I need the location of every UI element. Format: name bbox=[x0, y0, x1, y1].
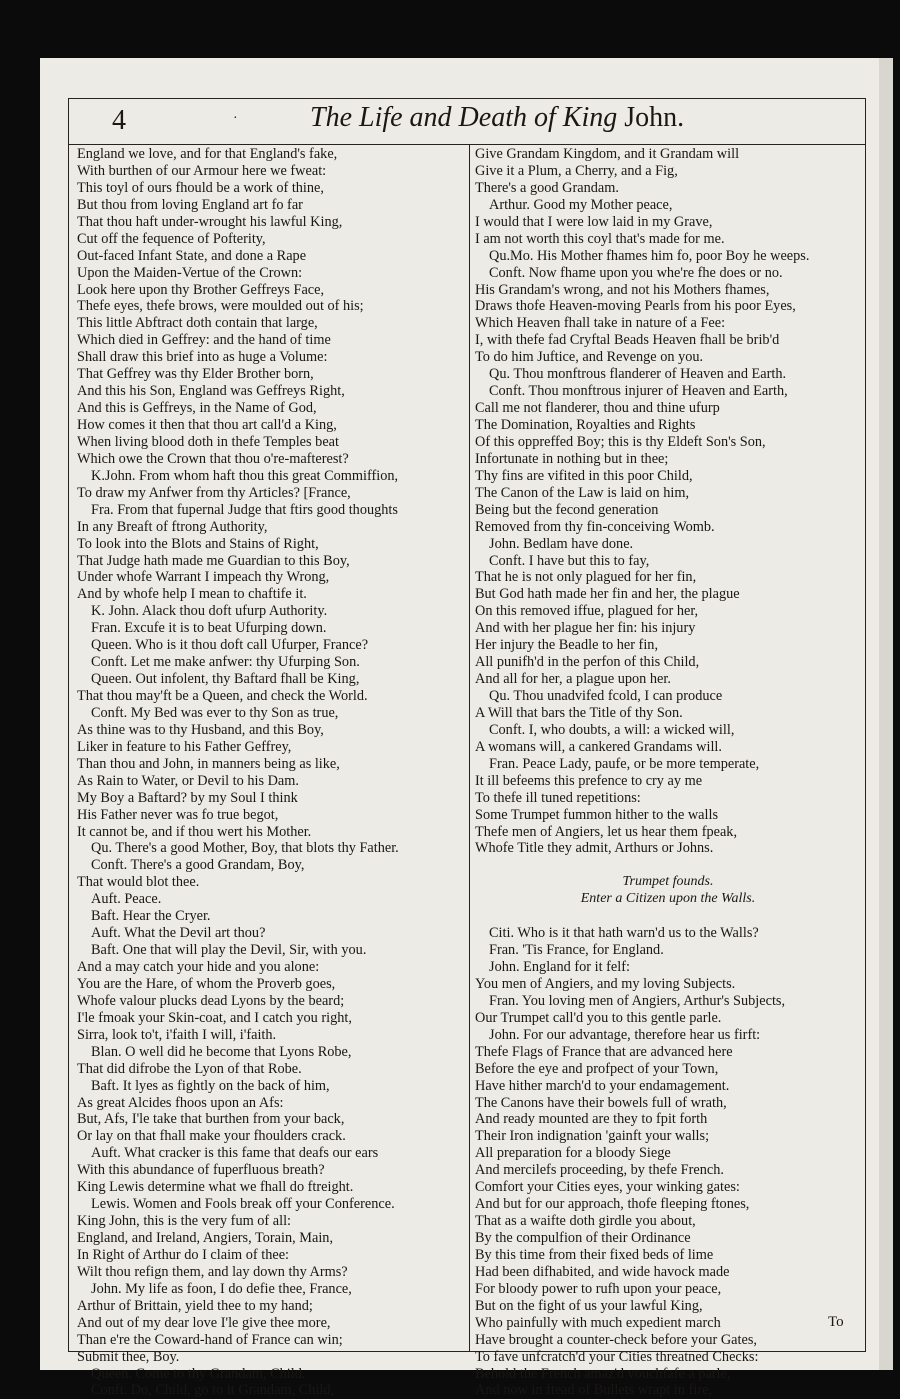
verse-line: His Grandam's wrong, and not his Mothers fhames, bbox=[475, 281, 770, 298]
verse-line: Baft. It lyes as fightly on the back of him, bbox=[91, 1077, 330, 1094]
catchword: To bbox=[828, 1314, 844, 1330]
verse-line: Which owe the Crown that thou o're-mafterest? bbox=[77, 450, 349, 467]
verse-line: All preparation for a bloody Siege bbox=[475, 1145, 671, 1162]
verse-line: By this time from their fixed beds of lime bbox=[475, 1246, 714, 1263]
verse-line: It ill befeems this prefence to cry ay me bbox=[475, 772, 703, 789]
verse-line: In Right of Arthur do I claim of thee: bbox=[77, 1246, 290, 1263]
verse-line: Wilt thou refign them, and lay down thy Arms? bbox=[77, 1263, 348, 1280]
verse-line: King John, this is the very fum of all: bbox=[77, 1213, 292, 1230]
verse-line: And this his Son, England was Geffreys Right, bbox=[77, 383, 345, 400]
verse-line: Out-faced Infant State, and done a Rape bbox=[77, 247, 307, 264]
verse-line: Thy fins are vifited in this poor Child, bbox=[475, 467, 693, 484]
verse-line: That thou haft under-wrought his lawful King, bbox=[77, 213, 343, 230]
verse-line: This little Abftract doth contain that large, bbox=[77, 315, 318, 332]
verse-line: This toyl of ours fhould be a work of thine, bbox=[77, 179, 324, 196]
verse-line: Sirra, look to't, i'faith I will, i'faith. bbox=[77, 1026, 277, 1043]
verse-line: Conft. I, who doubts, a will: a wicked will, bbox=[489, 721, 735, 738]
spacer bbox=[475, 857, 861, 874]
verse-line: To fave unfcratch'd your Cities threatned Checks: bbox=[475, 1348, 759, 1365]
verse-line: But God hath made her fin and her, the plague bbox=[475, 586, 740, 603]
stage-direction: Enter a Citizen upon the Walls. bbox=[580, 891, 756, 907]
column-divider bbox=[469, 144, 470, 1352]
verse-line: To look into the Blots and Stains of Right, bbox=[77, 535, 319, 552]
verse-line: Cut off the fequence of Pofterity, bbox=[77, 230, 266, 247]
verse-line: Queen. Who is it thou doft call Ufurper, France? bbox=[91, 637, 369, 654]
verse-line: Of this oppreffed Boy; this is thy Eldeft Son's Son, bbox=[475, 433, 766, 450]
verse-line: England we love, and for that England's fake, bbox=[77, 146, 338, 162]
verse-line: Being but the fecond generation bbox=[475, 501, 659, 518]
verse-line: Whofe valour plucks dead Lyons by the beard; bbox=[77, 992, 345, 1009]
verse-line: I am not worth this coyl that's made for me. bbox=[475, 230, 725, 247]
verse-line: Than thou and John, in manners being as like, bbox=[77, 755, 340, 772]
verse-line: Blan. O well did he become that Lyons Robe, bbox=[91, 1043, 352, 1060]
verse-line: That Judge hath made me Guardian to this Boy, bbox=[77, 552, 350, 569]
verse-line: Arthur of Brittain, yield thee to my hand; bbox=[77, 1297, 313, 1314]
verse-line: And a may catch your hide and you alone: bbox=[77, 959, 320, 975]
page-number: 4 bbox=[112, 105, 126, 136]
verse-line: Fran. Peace Lady, paufe, or be more temperate, bbox=[489, 755, 760, 772]
verse-line: To draw my Anfwer from thy Articles? [France, bbox=[77, 484, 351, 501]
verse-line: Or lay on that fhall make your fhoulders crack. bbox=[77, 1128, 346, 1145]
verse-line: There's a good Grandam. bbox=[475, 179, 619, 196]
verse-line: John. England for it felf: bbox=[489, 959, 630, 975]
verse-line: That he is not only plagued for her fin, bbox=[475, 569, 697, 586]
facing-page-edge bbox=[879, 58, 893, 1370]
verse-line: Than e're the Coward-hand of France can win; bbox=[77, 1331, 343, 1348]
verse-line: Thefe Flags of France that are advanced here bbox=[475, 1043, 733, 1060]
verse-line: As Rain to Water, or Devil to his Dam. bbox=[77, 772, 299, 789]
verse-line: The Canon of the Law is laid on him, bbox=[475, 484, 690, 501]
verse-line: Fra. From that fupernal Judge that ftirs good thoughts bbox=[91, 501, 398, 518]
stage-direction: Trumpet founds. bbox=[622, 874, 714, 890]
verse-line: Thefe eyes, thefe brows, were moulded out of his; bbox=[77, 298, 364, 315]
verse-line: Lewis. Women and Fools break off your Conference. bbox=[91, 1196, 395, 1213]
verse-line: Queen. Come to thy Grandam, Child. bbox=[91, 1365, 306, 1382]
verse-line: Citi. Who is it that hath warn'd us to the Walls? bbox=[489, 925, 759, 942]
verse-line: Before the eye and profpect of your Town, bbox=[475, 1060, 719, 1077]
verse-line: That thou may'ft be a Queen, and check the World. bbox=[77, 688, 368, 704]
verse-line: The Domination, Royalties and Rights bbox=[475, 417, 696, 433]
verse-line: With burthen of our Armour here we fweat: bbox=[77, 162, 327, 179]
verse-line: And now in ftead of Bullets wrapt in fire, bbox=[475, 1382, 713, 1399]
verse-line: And by whofe help I mean to chaftife it. bbox=[77, 586, 307, 603]
verse-line: Conft. Do, Child, go to it Grandam, Child, bbox=[91, 1382, 335, 1399]
verse-line: Auft. What the Devil art thou? bbox=[91, 925, 266, 942]
verse-line: All punifh'd in the perfon of this Child, bbox=[475, 654, 700, 671]
verse-line: Shall draw this brief into as huge a Volume: bbox=[77, 349, 328, 366]
verse-line: When living blood doth in thefe Temples beat bbox=[77, 433, 339, 450]
verse-line: I, with thefe fad Cryftal Beads Heaven fhall be brib'd bbox=[475, 332, 780, 349]
verse-line: To thefe ill tuned repetitions: bbox=[475, 789, 641, 806]
verse-line: Conft. Thou monftrous injurer of Heaven and Earth, bbox=[489, 383, 788, 400]
verse-line: You are the Hare, of whom the Proverb goes, bbox=[77, 975, 336, 992]
verse-line: Comfort your Cities eyes, your winking gates: bbox=[475, 1179, 740, 1196]
verse-line: Baft. One that will play the Devil, Sir, with you. bbox=[91, 942, 367, 959]
verse-line: My Boy a Baftard? by my Soul I think bbox=[77, 789, 298, 806]
verse-line: Which Heaven fhall take in nature of a Fee: bbox=[475, 315, 726, 332]
verse-line: K.John. From whom haft thou this great Commiffion, bbox=[91, 467, 399, 484]
verse-line: But thou from loving England art fo far bbox=[77, 196, 303, 213]
verse-line: Have brought a counter-check before your Gates, bbox=[475, 1331, 757, 1348]
right-column bbox=[475, 146, 861, 1399]
verse-line: That did difrobe the Lyon of that Robe. bbox=[77, 1060, 302, 1077]
verse-line: On this removed iffue, plagued for her, bbox=[475, 603, 699, 620]
verse-line: And mercilefs proceeding, by thefe French. bbox=[475, 1162, 724, 1179]
verse-line: Look here upon thy Brother Geffreys Face, bbox=[77, 281, 325, 298]
verse-line: That Geffrey was thy Elder Brother born, bbox=[77, 366, 314, 383]
verse-line: Submit thee, Boy. bbox=[77, 1348, 180, 1365]
header-ornament-dot: · bbox=[233, 111, 238, 126]
verse-line: Auft. Peace. bbox=[91, 891, 162, 908]
verse-line: As thine was to thy Husband, and this Boy, bbox=[77, 721, 324, 738]
verse-line: Qu. There's a good Mother, Boy, that blots thy Father. bbox=[91, 840, 399, 857]
verse-line: Their Iron indignation 'gainft your walls; bbox=[475, 1128, 710, 1145]
verse-line: Qu.Mo. His Mother fhames him fo, poor Boy he weeps. bbox=[489, 247, 810, 264]
verse-line: Who painfully with much expedient march bbox=[475, 1314, 721, 1331]
verse-line: Conft. I have but this to fay, bbox=[489, 552, 650, 569]
verse-line: John. My life as foon, I do defie thee, France, bbox=[91, 1280, 352, 1297]
running-title bbox=[310, 98, 684, 138]
verse-line: And this is Geffreys, in the Name of God, bbox=[77, 400, 317, 417]
verse-line: That would blot thee. bbox=[77, 874, 200, 891]
verse-line: Fran. You loving men of Angiers, Arthur's Subjects, bbox=[489, 992, 786, 1009]
verse-line: Auft. What cracker is this fame that deafs our ears bbox=[91, 1145, 379, 1162]
verse-line: But on the fight of us your lawful King, bbox=[475, 1297, 703, 1314]
verse-line: Our Trumpet call'd you to this gentle parle. bbox=[475, 1009, 722, 1026]
verse-line: Qu. Thou unadvifed fcold, I can produce bbox=[489, 688, 723, 704]
verse-line: And but for our approach, thofe fleeping ftones, bbox=[475, 1196, 750, 1213]
verse-line: Arthur. Good my Mother peace, bbox=[489, 196, 673, 213]
verse-line: The Canons have their bowels full of wrath, bbox=[475, 1094, 727, 1111]
verse-line: For bloody power to rufh upon your peace, bbox=[475, 1280, 722, 1297]
verse-line: And with her plague her fin: his injury bbox=[475, 620, 696, 637]
verse-line: I would that I were low laid in my Grave, bbox=[475, 213, 713, 230]
verse-line: Conft. My Bed was ever to thy Son as true, bbox=[91, 704, 339, 721]
verse-line: Her injury the Beadle to her fin, bbox=[475, 637, 659, 654]
verse-line: To do him Juftice, and Revenge on you. bbox=[475, 349, 704, 366]
verse-line: Liker in feature to his Father Geffrey, bbox=[77, 738, 292, 755]
verse-line: That as a waifte doth girdle you about, bbox=[475, 1213, 696, 1230]
verse-line: But, Afs, I'le take that burthen from your back, bbox=[77, 1111, 345, 1128]
verse-line: And all for her, a plague upon her. bbox=[475, 671, 671, 688]
verse-line: Fran. Excufe it is to beat Ufurping down. bbox=[91, 620, 327, 637]
verse-line: K. John. Alack thou doft ufurp Authority. bbox=[91, 603, 328, 620]
verse-line: And out of my dear love I'le give thee more, bbox=[77, 1314, 331, 1331]
verse-line: Fran. 'Tis France, for England. bbox=[489, 942, 664, 959]
verse-line: Upon the Maiden-Vertue of the Crown: bbox=[77, 264, 303, 281]
spacer bbox=[475, 908, 861, 925]
verse-line: Conft. There's a good Grandam, Boy, bbox=[91, 857, 305, 874]
verse-line: Conft. Now fhame upon you whe're fhe does or no. bbox=[489, 264, 783, 281]
verse-line: I'le fmoak your Skin-coat, and I catch you right, bbox=[77, 1009, 352, 1026]
verse-line: And ready mounted are they to fpit forth bbox=[475, 1111, 708, 1128]
verse-line: Had been difhabited, and wide havock made bbox=[475, 1263, 730, 1280]
verse-line: England, and Ireland, Angiers, Torain, Main, bbox=[77, 1230, 334, 1246]
verse-line: King Lewis determine what we fhall do ftreight. bbox=[77, 1179, 354, 1196]
running-title-name: John. bbox=[624, 102, 685, 133]
verse-line: How comes it then that thou art call'd a King, bbox=[77, 417, 337, 433]
running-title-prefix: The Life and Death of King bbox=[310, 102, 618, 133]
verse-line: It cannot be, and if thou wert his Mother. bbox=[77, 823, 312, 840]
verse-line: Conft. Let me make anfwer: thy Ufurping Son. bbox=[91, 654, 360, 671]
verse-line: Baft. Hear the Cryer. bbox=[91, 908, 211, 925]
verse-line: Removed from thy fin-conceiving Womb. bbox=[475, 518, 715, 535]
verse-line: Which died in Geffrey: and the hand of time bbox=[77, 332, 331, 349]
verse-line: Call me not flanderer, thou and thine ufurp bbox=[475, 400, 720, 417]
left-column bbox=[77, 146, 465, 1399]
verse-line: As great Alcides fhoos upon an Afs: bbox=[77, 1094, 284, 1111]
verse-line: His Father never was fo true begot, bbox=[77, 806, 279, 823]
header-rule bbox=[68, 144, 866, 145]
verse-line: Qu. Thou monftrous flanderer of Heaven and Earth. bbox=[489, 366, 787, 383]
verse-line: Thefe men of Angiers, let us hear them fpeak, bbox=[475, 823, 738, 840]
verse-line: Infortunate in nothing but in thee; bbox=[475, 450, 669, 467]
verse-line: Under whofe Warrant I impeach thy Wrong, bbox=[77, 569, 330, 586]
verse-line: Give it a Plum, a Cherry, and a Fig, bbox=[475, 162, 678, 179]
verse-line: In any Breaft of ftrong Authority, bbox=[77, 518, 268, 535]
verse-line: John. Bedlam have done. bbox=[489, 535, 634, 552]
verse-line: A womans will, a cankered Grandams will. bbox=[475, 738, 722, 755]
verse-line: John. For our advantage, therefore hear us firft: bbox=[489, 1026, 761, 1043]
verse-line: Queen. Out infolent, thy Baftard fhall be King, bbox=[91, 671, 360, 688]
verse-line: By the compulfion of their Ordinance bbox=[475, 1230, 691, 1246]
verse-line: Whofe Title they admit, Arthurs or Johns. bbox=[475, 840, 714, 857]
verse-line: Give Grandam Kingdom, and it Grandam will bbox=[475, 146, 740, 162]
verse-line: With this abundance of fuperfluous breath? bbox=[77, 1162, 325, 1179]
verse-line: You men of Angiers, and my loving Subjects. bbox=[475, 975, 736, 992]
verse-line: A Will that bars the Title of thy Son. bbox=[475, 704, 683, 721]
verse-line: Draws thofe Heaven-moving Pearls from his poor Eyes, bbox=[475, 298, 796, 315]
verse-line: Some Trumpet fummon hither to the walls bbox=[475, 806, 719, 823]
verse-line: Have hither march'd to your endamagement. bbox=[475, 1077, 730, 1094]
verse-line: Behold the French amaz'd vouchfafe a parle, bbox=[475, 1365, 731, 1382]
